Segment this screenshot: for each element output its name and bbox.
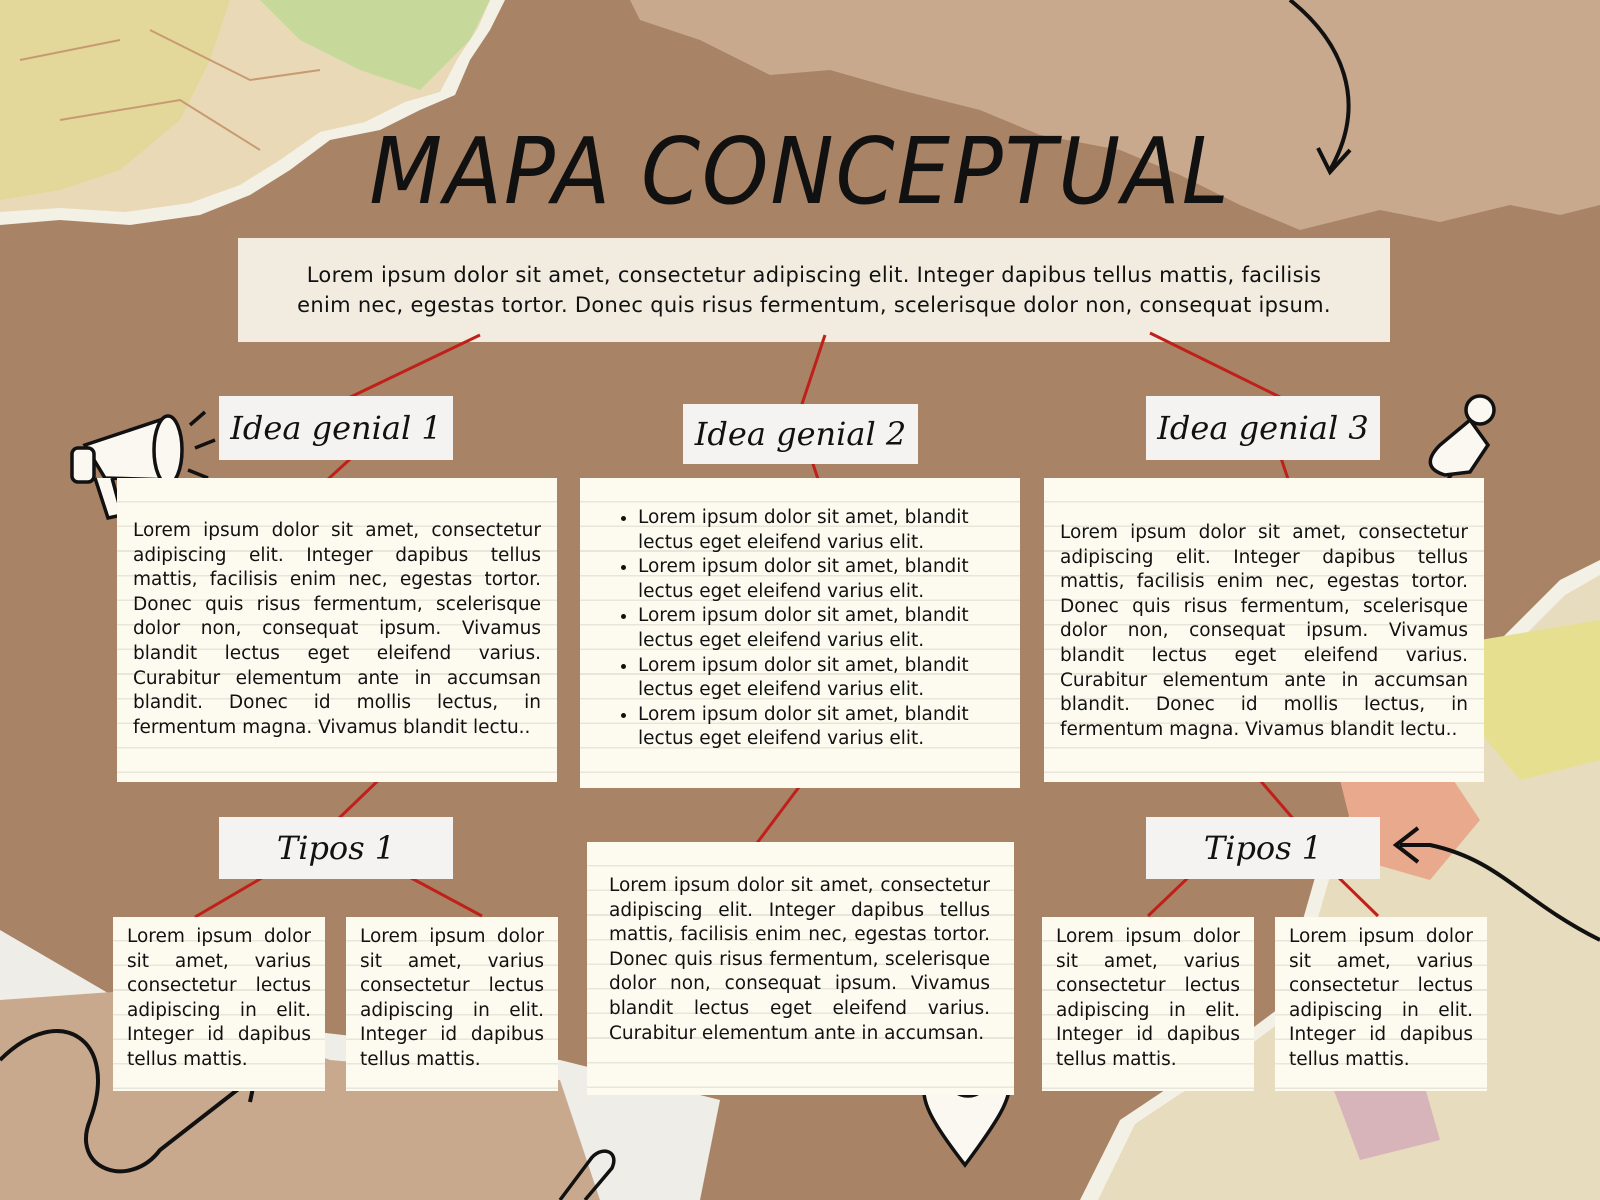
label-idea-1: Idea genial 1 [219, 396, 453, 460]
intro-banner: Lorem ipsum dolor sit amet, consectetur adipiscing elit. Integer dapibus tellus mattis, facilisis enim nec, egestas tortor. Donec quis risus fermentum, scelerisque dolor non, consequat ipsum. [238, 238, 1390, 342]
card-idea-1: Lorem ipsum dolor sit amet, consectetur adipiscing elit. Integer dapibus tellus mattis, facilisis enim nec, egestas tortor. Donec quis risus fermentum, scelerisque dolor non, consequat ipsum. Vivamus blandit lectus eget eleifend varius. Curabitur elementum ante in accumsan blandit. Donec id mollis lectus, in fermentum magna. Vivamus blandit lectu.. [117, 478, 557, 782]
push-pin-icon [1430, 396, 1494, 490]
card-idea-3: Lorem ipsum dolor sit amet, consectetur adipiscing elit. Integer dapibus tellus mattis, facilisis enim nec, egestas tortor. Donec quis risus fermentum, scelerisque dolor non, consequat ipsum. Vivamus blandit lectus eget eleifend varius. Curabitur elementum ante in accumsan blandit. Donec id mollis lectus, in fermentum magna. Vivamus blandit lectu.. [1044, 478, 1484, 782]
list-item: • Lorem ipsum dolor sit amet, blandit lectus eget eleifend varius elit. [638, 506, 1000, 555]
label-idea-3: Idea genial 3 [1146, 396, 1380, 460]
card-types-right-1: Lorem ipsum dolor sit amet, varius consectetur lectus adipiscing in elit. Integer id dapibus tellus mattis. [1042, 917, 1254, 1091]
card-types-left-2: Lorem ipsum dolor sit amet, varius consectetur lectus adipiscing in elit. Integer id dapibus tellus mattis. [346, 917, 558, 1091]
label-types-left: Tipos 1 [219, 817, 453, 879]
list-item: • Lorem ipsum dolor sit amet, blandit lectus eget eleifend varius elit. [638, 654, 1000, 703]
bullet-list [616, 506, 1000, 752]
card-types-left-1: Lorem ipsum dolor sit amet, varius consectetur lectus adipiscing in elit. Integer id dapibus tellus mattis. [113, 917, 325, 1091]
page-title: MAPA CONCEPTUAL [369, 118, 1231, 225]
card-types-right-2: Lorem ipsum dolor sit amet, varius consectetur lectus adipiscing in elit. Integer id dapibus tellus mattis. [1275, 917, 1487, 1091]
card-center-bottom: Lorem ipsum dolor sit amet, consectetur adipiscing elit. Integer dapibus tellus mattis, facilisis enim nec, egestas tortor. Donec quis risus fermentum, scelerisque dolor non, consequat ipsum. Vivamus blandit lectus eget eleifend varius. Curabitur elementum ante in accumsan. [587, 842, 1014, 1095]
list-item: • Lorem ipsum dolor sit amet, blandit lectus eget eleifend varius elit. [638, 555, 1000, 604]
list-item: • Lorem ipsum dolor sit amet, blandit lectus eget eleifend varius elit. [638, 604, 1000, 653]
list-item: • Lorem ipsum dolor sit amet, blandit lectus eget eleifend varius elit. [638, 703, 1000, 752]
label-types-right: Tipos 1 [1146, 817, 1380, 879]
label-idea-2: Idea genial 2 [683, 404, 918, 464]
card-idea-2 [580, 478, 1020, 788]
